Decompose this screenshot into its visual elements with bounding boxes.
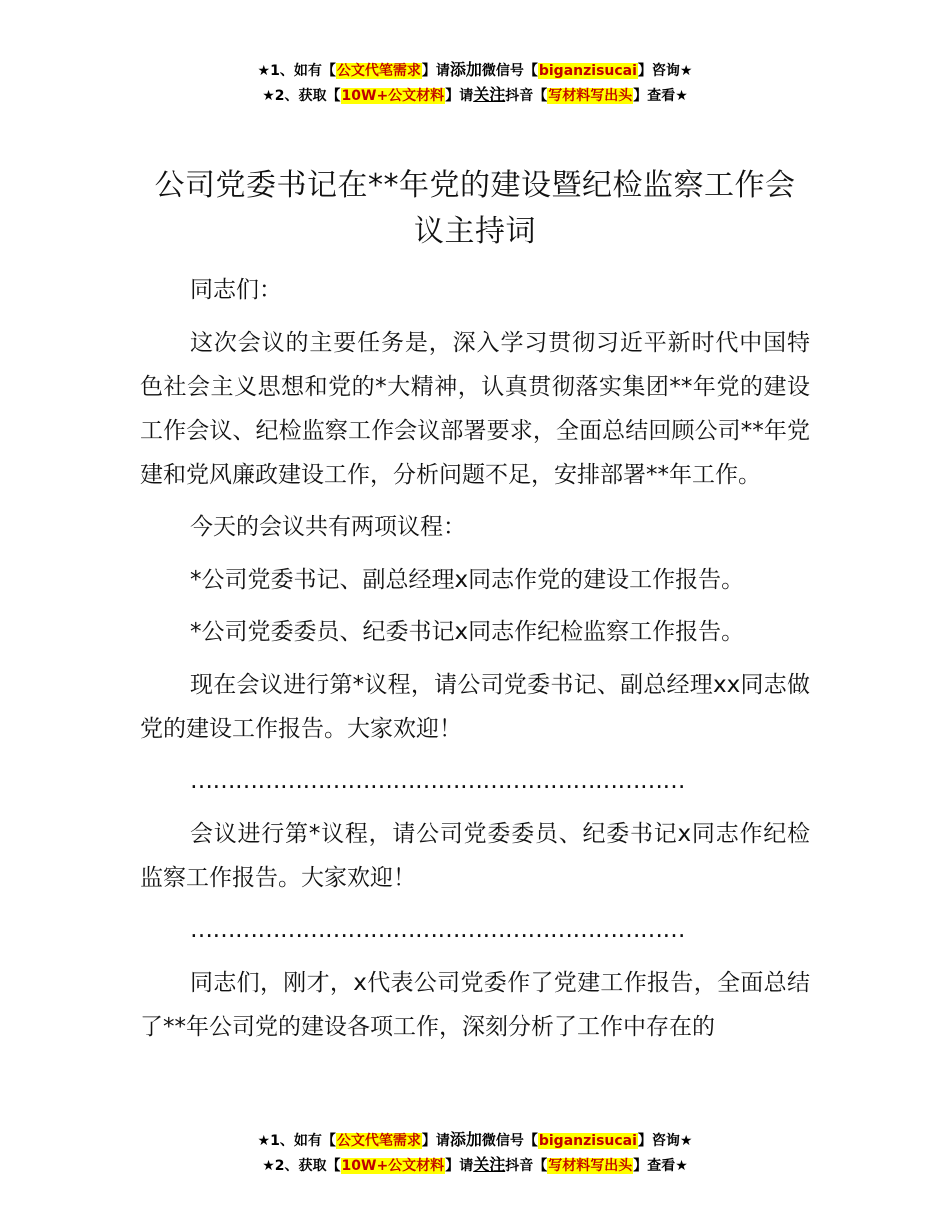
paragraph-meeting-task: 这次会议的主要任务是，深入学习贯彻习近平新时代中国特色社会主义思想和党的*大精神，认真贯彻落实集团**年党的建设工作会议、纪检监察工作会议部署要求，全面总结回顾公司**年党建和党风廉政建设工作，分析问题不足，安排部署**年工作。 (140, 329, 810, 488)
ellipsis-divider: ………………………………………………………… (190, 768, 685, 794)
paragraph-salutation: 同志们： (190, 277, 282, 303)
promo-tag-wechat-id: biganzisucai (538, 63, 637, 79)
star-icon: ★ (262, 88, 275, 104)
header-promo-banner (0, 58, 950, 108)
document-body (140, 268, 810, 1057)
document-title: 公司党委书记在**年党的建设暨纪检监察工作会议主持词 (154, 168, 796, 249)
promo-tag-douyin-account: 写材料写出头 (548, 1158, 633, 1174)
promo-tag-writing-service: 公文代笔需求 (336, 63, 421, 79)
paragraph-agenda-step-1: 现在会议进行第*议程，请公司党委书记、副总经理xx同志做党的建设工作报告。大家欢迎！ (140, 671, 810, 742)
paragraph-agenda-item-2: *公司党委委员、纪委书记x同志作纪检监察工作报告。 (190, 619, 745, 645)
promo-tag-wechat-id: biganzisucai (538, 1133, 637, 1149)
paragraph-agenda-step-2: 会议进行第*议程，请公司党委委员、纪委书记x同志作纪检监察工作报告。大家欢迎！ (140, 820, 810, 891)
star-icon: ★ (257, 1133, 271, 1149)
star-icon: ★ (675, 88, 688, 104)
footer-promo-banner (0, 1128, 950, 1178)
paragraph-agenda-intro: 今天的会议共有两项议程： (190, 514, 466, 540)
star-icon: ★ (679, 1133, 693, 1149)
star-icon: ★ (257, 63, 271, 79)
promo-tag-materials: 10W+公文材料 (341, 88, 445, 104)
star-icon: ★ (262, 1158, 275, 1174)
promo-line-1: ★1、如有【公文代笔需求】请添加微信号【biganzisucai】咨询★ (257, 60, 693, 79)
promo-line-2: ★2、获取【10W+公文材料】请关注抖音【写材料写出头】查看★ (262, 85, 688, 104)
star-icon: ★ (675, 1158, 688, 1174)
ellipsis-divider: ………………………………………………………… (190, 917, 685, 943)
promo-line-1: ★1、如有【公文代笔需求】请添加微信号【biganzisucai】咨询★ (257, 1130, 693, 1149)
promo-tag-writing-service: 公文代笔需求 (336, 1133, 421, 1149)
paragraph-summary: 同志们，刚才，x代表公司党委作了党建工作报告，全面总结了**年公司党的建设各项工作，深刻分析了工作中存在的 (140, 969, 810, 1040)
paragraph-agenda-item-1: *公司党委书记、副总经理x同志作党的建设工作报告。 (190, 566, 745, 593)
promo-tag-douyin-account: 写材料写出头 (548, 88, 633, 104)
star-icon: ★ (679, 63, 693, 79)
promo-tag-materials: 10W+公文材料 (341, 1158, 445, 1174)
promo-line-2: ★2、获取【10W+公文材料】请关注抖音【写材料写出头】查看★ (262, 1155, 688, 1174)
